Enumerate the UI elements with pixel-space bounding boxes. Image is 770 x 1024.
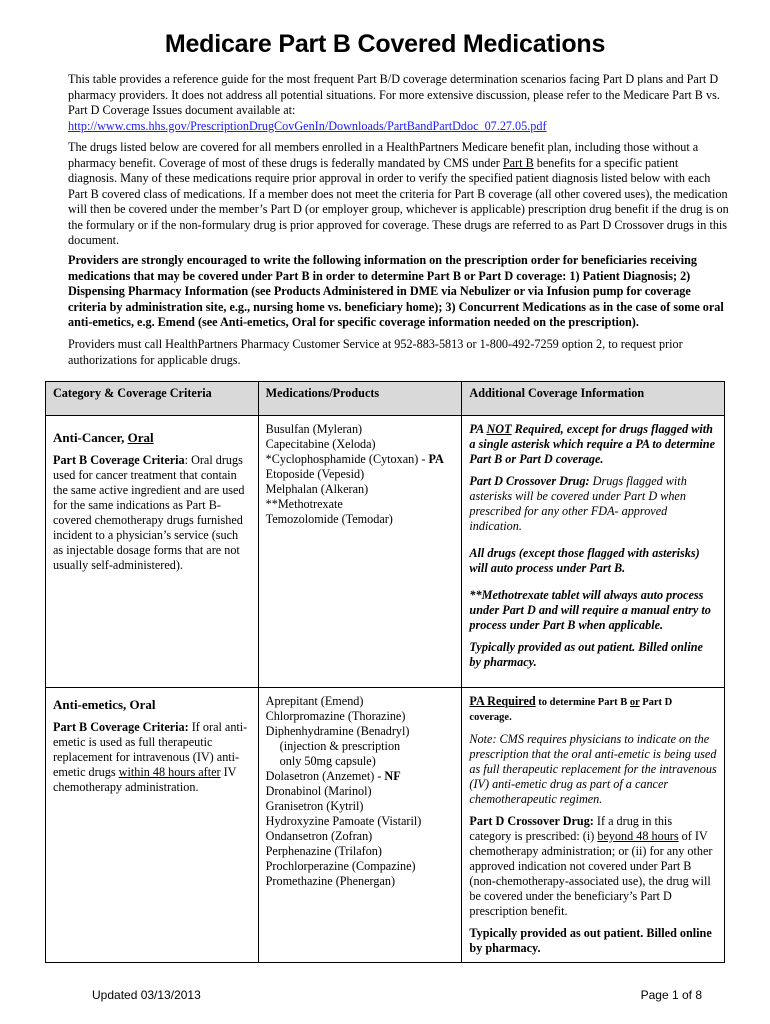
medications-cell [258,416,462,688]
intro-text: This table provides a reference guide for the most frequent Part B/D coverage determination scenarios facing Part D plans and Part D pharmacy providers. It does not address all potential situations. For more extensive discussion, please refer to the Medicare Part B vs. Part D Coverage Issues document available at: [68,72,720,117]
medication-item: Prochlorperazine (Compazine) [265,859,416,873]
medication-detail: only 50mg capsule) [279,754,376,768]
nf-tag: NF [384,769,401,783]
intro-paragraph-2 [68,140,730,249]
table-header-row [46,382,725,416]
prior-auth-contact: Providers must call HealthPartners Pharmacy Customer Service at 952-883-5813 or 1-800-492-7259 option 2, to request prior authorizations for applicable drugs. [68,337,683,367]
intro-text: benefits for a specific patient diagnosis. Many of these medications require prior approval in order to verify the specified patient diagnosis listed below with each Part B covered class of medications. If a member does not meet the criteria for Part B coverage (all other covered uses), the medication will then be covered under the member’s Part D (or employer group, whichever is applicable) prescription drug benefit if the drug is on the formulary or if the non-formulary drug is prior approved for coverage. These drugs are referred to as Part D Crossover drugs in this document. [68,155,729,247]
category-cell [46,416,259,688]
header-medications: Medications/Products [258,382,462,416]
cms-document-link[interactable]: http://www.cms.hhs.gov/PrescriptionDrugCovGenIn/Downloads/PartBandPartDdoc_07.27.05.pdf [68,118,547,133]
medication-item: Diphenhydramine (Benadryl) [265,724,410,738]
medication-detail: (injection & prescription [279,739,401,753]
medication-item: Granisetron (Kytril) [265,799,364,813]
intro-text: The drugs listed below are covered for all members enrolled in a HealthPartners Medicare benefit plan, including those without a pharmacy benefit. Coverage of most of these drugs is federally mandated by CMS under [68,140,699,170]
medication-item: Dronabinol (Marinol) [265,784,372,798]
header-additional-info: Additional Coverage Information [462,382,725,416]
updated-date: Updated 03/13/2013 [92,988,201,1002]
medication-item: **Methotrexate [265,497,343,511]
medication-item: Promethazine (Phenergan) [265,874,396,888]
category-cell [46,688,259,963]
medication-item: Dolasetron (Anzemet) - NF [265,769,401,783]
auto-process-note: All drugs (except those flagged with asterisks) will auto process under Part B. [469,546,700,575]
crossover-info: Part D Crossover Drug: If a drug in this category is prescribed: (i) beyond 48 hours of IV chemotherapy administration; or (ii) for any other approved indication not covered under Part B (non-chemotherapy-associated use), the drug will be covered under the beneficiary’s Part D prescription benefit. [469,814,713,918]
medication-item: Etoposide (Vepesid) [265,467,365,481]
pa-requirement: PA NOT Required, except for drugs flagged with a single asterisk which require a PA to determine Part B or Part D coverage. [469,422,715,466]
billing-note: Typically provided as out patient. Billed online by pharmacy. [469,640,703,669]
page-title: Medicare Part B Covered Medications [164,30,606,58]
medication-item: Aprepitant (Emend) [265,694,364,708]
billing-note: Typically provided as out patient. Billed online by pharmacy. [469,926,712,955]
coverage-criteria: Part B Coverage Criteria: If oral anti-emetic is used as full therapeutic replacement for intravenous (IV) anti-emetic drugs within 48 hours after IV chemotherapy administration. [53,720,248,794]
cms-note: Note: CMS requires physicians to indicate on the prescription that the oral anti-emetic is being used as full therapeutic replacement for the intravenous (IV) anti-emetic drug as part of a cancer chemotherapeutic regimen. [469,732,717,806]
crossover-info: Part D Crossover Drug: Drugs flagged with asterisks will be covered under Part D when prescribed for any other FDA- approved indication. [469,474,687,533]
medication-item: Perphenazine (Trilafon) [265,844,382,858]
intro-paragraph-1 [68,72,730,134]
intro-text-underlined: Part B [502,155,534,170]
pa-requirement: PA Required to determine Part B or Part D coverage. [469,694,673,723]
medication-item: Busulfan (Myleran) [265,422,363,436]
medication-item: Melphalan (Alkeran) [265,482,369,496]
coverage-criteria: Part B Coverage Criteria: Oral drugs used for cancer treatment that contain the same active ingredient and are used for the same indications as Part B-covered chemotherapy drugs furnished incident to a physician’s service (such as injectable dosage forms that are not usually self-administered). [53,453,245,572]
category-title: Anti-emetics, Oral [53,697,156,712]
medications-cell [258,688,462,963]
medication-item: *Cyclophosphamide (Cytoxan) - PA [265,452,444,466]
pa-tag: PA [428,452,444,466]
additional-info-cell [462,416,725,688]
medication-item: Temozolomide (Temodar) [265,512,393,526]
header-category: Category & Coverage Criteria [46,382,259,416]
medication-item: Chlorpromazine (Thorazine) [265,709,406,723]
table-row [46,688,725,963]
medication-item: Capecitabine (Xeloda) [265,437,376,451]
additional-info-cell [462,688,725,963]
category-title: Anti-Cancer, Oral [53,430,154,445]
table-row [46,416,725,688]
provider-instructions: Providers are strongly encouraged to write the following information on the prescription order for beneficiaries receiving medications that may be covered under Part B in order to determine Part B or Part D coverage: 1) Patient Diagnosis; 2) Dispensing Pharmacy Information (see Products Administered in DME via Nebulizer or via Infusion pump for coverage criteria by administration site, e.g., nursing home vs. beneficiary home); 3) Concurrent Medications as in the case of some oral anti-emetics, e.g. Emend (see Anti-emetics, Oral for specific coverage information needed on the prescription). [68,253,724,329]
medication-item: Hydroxyzine Pamoate (Vistaril) [265,814,422,828]
page-number: Page 1 of 8 [640,988,702,1002]
methotrexate-note: **Methotrexate tablet will always auto process under Part D and will require a manual entry to process under Part B when applicable. [469,588,711,632]
medication-item: Ondansetron (Zofran) [265,829,373,843]
coverage-table [45,381,725,963]
